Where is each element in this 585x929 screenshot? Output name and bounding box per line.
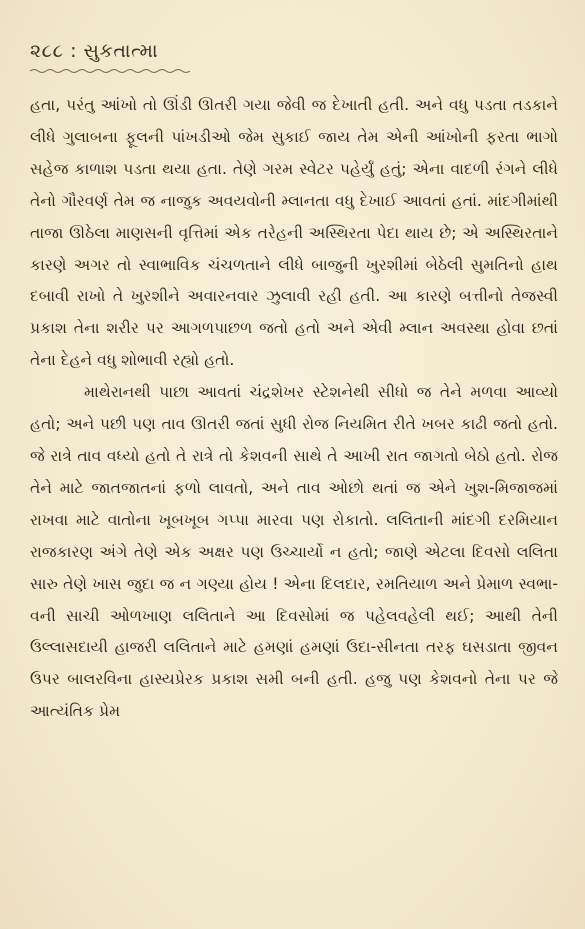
body-text <box>30 90 558 728</box>
running-head: ૨૮૮ : સુકતાત્મા <box>30 40 159 62</box>
paragraph-chandrashekhar-visits: માથેરાનથી પાછા આવતાં ચંદ્રશેખર સ્ટેશનેથી સીધો જ તેને મળવા આવ્યો હતો; અને પછી પણ તાવ ઊતરી જતાં સુધી રોજ નિયમિત રીતે ખબર કાઢી જતો હતો. જે રાત્રે તાવ વધ્યો હતો તે રાત્રે તો કેશવની સાથે તે આખી રાત જાગતો બેઠો હતો. રોજ તેને માટે જાતજાતનાં ફળો લાવતો, અને તાવ ઓછો થતાં જ એને ખુશ-મિજાજમાં રાખવા માટે વાતોના ખૂબખૂબ ગપ્પા મારવા પણ રોકાતો. લલિતાની માંદગી દરમિયાન રાજકારણ અંગે તેણે એક અક્ષર પણ ઉચ્ચાર્યો ન હતો; જાણે એટલા દિવસો લલિતા સારુ તેણે ખાસ જુદા જ ન ગણ્યા હોય ! એના દિલદાર, રમતિયાળ અને પ્રેમાળ સ્વભા-વની સાચી ઓળખાણ લલિતાને આ દિવસોમાં જ પહેલવહેલી થઈ; આથી તેની ઉલ્લાસદાયી હાજરી લલિતાને માટે હમણાં હમણાં ઉદા-સીનતા તરફ ઘસડાતા જીવન ઉપર બાલરવિના હાસ્યપ્રેરક પ્રકાશ સમી બની હતી. હજુ પણ કેશવનો તેના પર જે આત્યંતિક પ્રેમ <box>30 383 558 721</box>
header-wavy-rule <box>30 68 190 74</box>
paragraph-continuation: હતા, પરંતુ આંખો તો ઊંડી ઊતરી ગયા જેવી જ દેખાતી હતી. અને વધુ પડતા તડકાને લીધે ગુલાબના ફૂલની પાંખડીઓ જેમ સુકાઈ જાય તેમ એની આંખોની ફરતા ભાગો સહેજ કાળાશ પડતા થયા હતા. તેણે ગરમ સ્વેટર પહેર્યું હતું; એના વાદળી રંગને લીધે તેનો ગૌરવર્ણ તેમ જ નાજુક અવયવોની મ્લાનતા વધુ દેખાઈ આવતાં હતાં. માંદગીમાંથી તાજા ઊઠેલા માણસની વૃત્તિમાં એક તરેહની અસ્થિરતા પેદા થાય છે; એ અસ્થિરતાને કારણે અગર તો સ્વાભાવિક ચંચળતાને લીધે બાજુની ખુરશીમાં બેઠેલી સુમતિનો હાથ દબાવી રાખો તે ખુરશીને અવારનવાર ઝુલાવી રહી હતી. આ કારણે બત્તીનો તેજસ્વી પ્રકાશ તેના શરીર પર આગળપાછળ જતો હતો અને એવી મ્લાન અવસ્થા હોવા છતાં તેના દેહને વધુ શોભાવી રહ્યો હતો. <box>30 96 558 370</box>
